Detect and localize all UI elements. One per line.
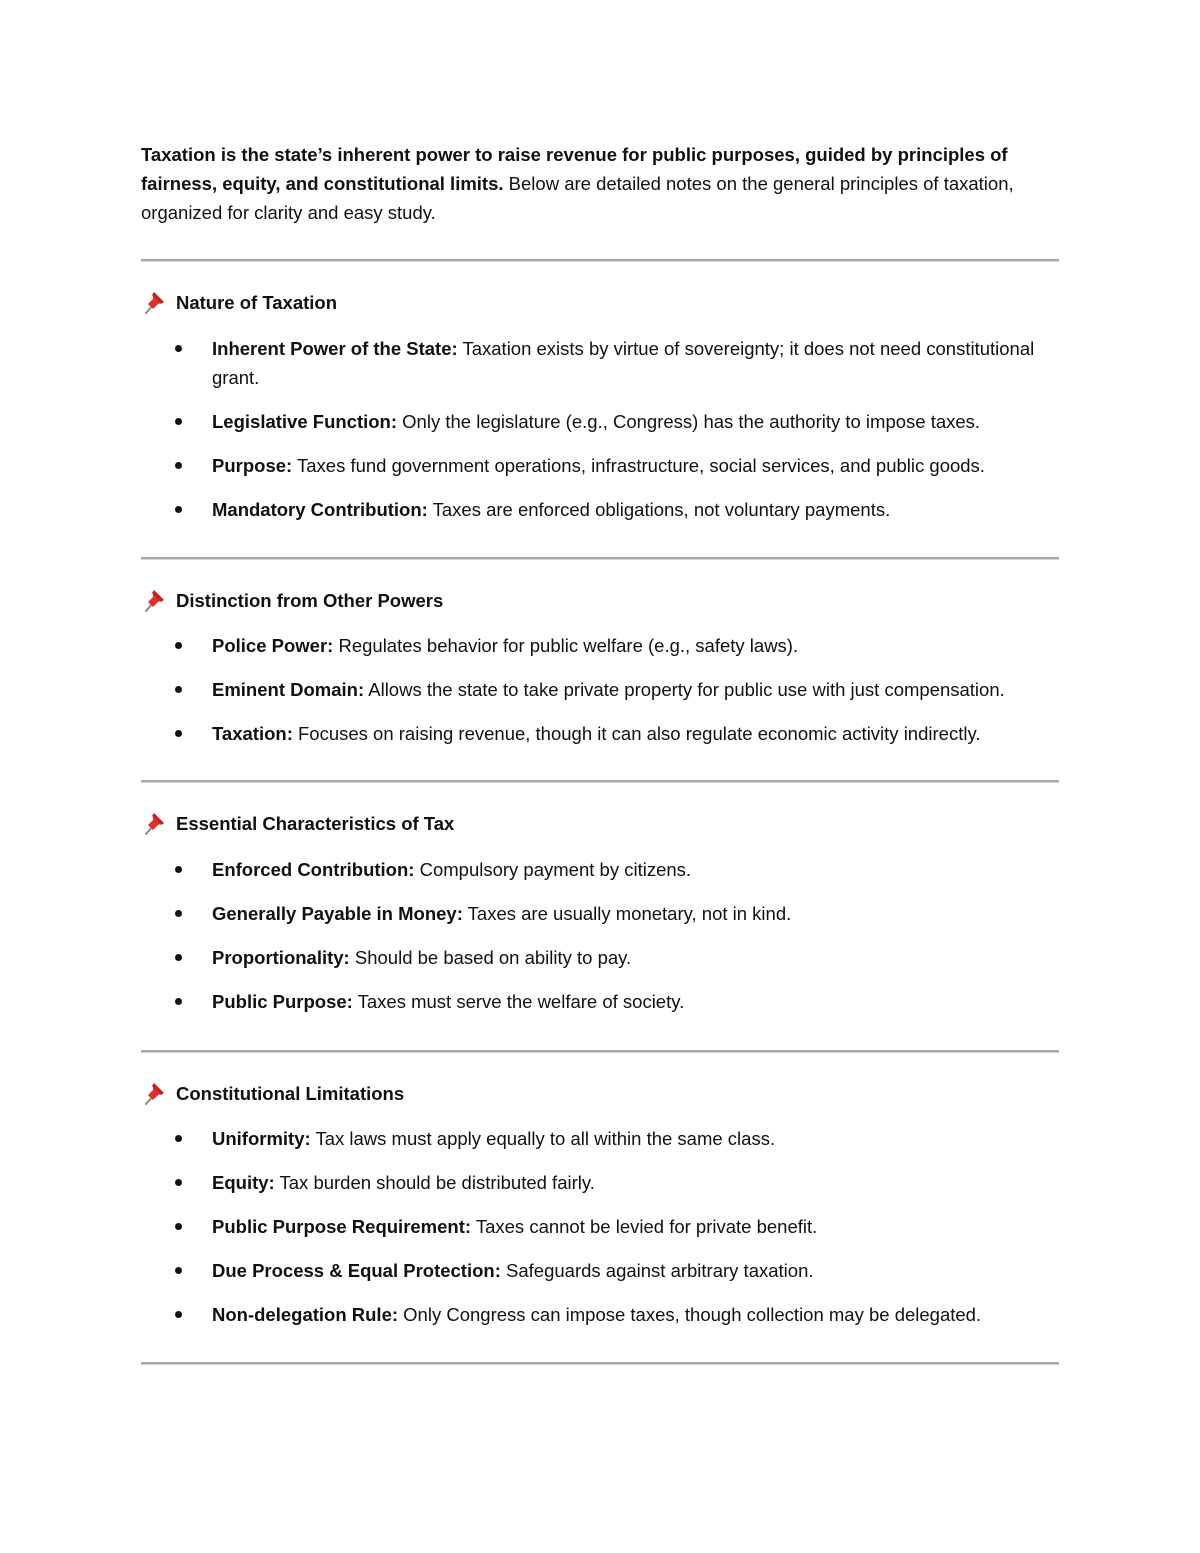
section-title-text: Constitutional Limitations [176,1083,405,1104]
item-text: Taxes are enforced obligations, not voluntary payments. [427,499,891,520]
bullet-icon [175,730,182,737]
item-text: Compulsory payment by citizens. [414,859,692,880]
bullet-icon [175,642,182,649]
horizontal-rule [141,259,1059,262]
item-term: Inherent Power of the State: [212,338,458,359]
intro-rest: Below are detailed notes on the general principles of taxation, organized for clarity and easy study. [141,173,1014,223]
list-item [141,631,1061,660]
item-term: Uniformity: [212,1128,311,1149]
item-text: Taxes cannot be levied for private benefit. [471,1216,818,1237]
bullet-icon [175,866,182,873]
bullet-icon [175,1135,182,1142]
horizontal-rule [141,557,1059,560]
list-item [141,987,1061,1016]
list-item [141,495,1061,524]
intro-paragraph [141,140,1061,227]
bullet-icon [175,1267,182,1274]
bullet-icon [175,506,182,513]
item-text: Safeguards against arbitrary taxation. [500,1260,814,1281]
horizontal-rule [141,780,1059,783]
list-item [141,1212,1061,1241]
list-item [141,719,1061,748]
item-term: Non-delegation Rule: [212,1304,399,1325]
item-text: Should be based on ability to pay. [349,947,632,968]
item-text: Taxes must serve the welfare of society. [352,991,685,1012]
bullet-icon [175,462,182,469]
intro-bold: Taxation is the state’s inherent power to raise revenue for public purposes, guided by principles of fairness, equity, and constitutional limits. [141,144,1008,194]
bullet-icon [175,954,182,961]
section-title-distinction [141,587,1061,615]
bullet-icon [175,345,182,352]
list-item [141,334,1061,392]
bullet-icon [175,910,182,917]
section-title-characteristics [141,810,1061,838]
bullet-icon [175,686,182,693]
item-text: Focuses on raising revenue, though it can also regulate economic activity indirectly. [292,723,981,744]
horizontal-rule [141,1362,1059,1365]
document-page [141,140,1061,1365]
item-term: Purpose: [212,455,293,476]
item-text: Taxes are usually monetary, not in kind. [462,903,792,924]
section-title-text: Essential Characteristics of Tax [176,813,455,834]
item-text: Tax laws must apply equally to all within the same class. [310,1128,776,1149]
item-text: Tax burden should be distributed fairly. [274,1172,595,1193]
item-text: Taxes fund government operations, infrastructure, social services, and public goods. [292,455,985,476]
item-term: Equity: [212,1172,275,1193]
item-term: Eminent Domain: [212,679,365,700]
bullet-list [141,631,1061,748]
item-term: Public Purpose Requirement: [212,1216,472,1237]
item-term: Public Purpose: [212,991,353,1012]
item-term: Police Power: [212,635,334,656]
list-item [141,407,1061,436]
list-item [141,943,1061,972]
bullet-list [141,1124,1061,1329]
item-text: Only Congress can impose taxes, though collection may be delegated. [398,1304,982,1325]
section-title-text: Distinction from Other Powers [176,590,444,611]
list-item [141,1300,1061,1329]
list-item [141,1168,1061,1197]
list-item [141,675,1061,704]
section-title-limitations [141,1080,1061,1108]
list-item [141,1124,1061,1153]
list-item [141,899,1061,928]
item-text: Regulates behavior for public welfare (e.g., safety laws). [333,635,799,656]
item-term: Enforced Contribution: [212,859,415,880]
section-title-nature [141,289,1061,317]
bullet-list [141,334,1061,524]
item-text: Taxation exists by virtue of sovereignty; it does not need constitutional grant. [212,338,1035,388]
pushpin-icon [141,588,167,614]
item-term: Taxation: [212,723,293,744]
item-term: Generally Payable in Money: [212,903,463,924]
pushpin-icon [141,1081,167,1107]
bullet-icon [175,1223,182,1230]
item-text: Only the legislature (e.g., Congress) has the authority to impose taxes. [397,411,981,432]
pushpin-icon [141,290,167,316]
list-item [141,451,1061,480]
item-text: Allows the state to take private property for public use with just compensation. [364,679,1005,700]
list-item [141,1256,1061,1285]
bullet-icon [175,998,182,1005]
horizontal-rule [141,1050,1059,1053]
bullet-icon [175,1311,182,1318]
bullet-icon [175,418,182,425]
item-term: Mandatory Contribution: [212,499,428,520]
section-title-text: Nature of Taxation [176,292,338,313]
item-term: Due Process & Equal Protection: [212,1260,501,1281]
bullet-list [141,855,1061,1016]
item-term: Proportionality: [212,947,350,968]
pushpin-icon [141,811,167,837]
bullet-icon [175,1179,182,1186]
item-term: Legislative Function: [212,411,398,432]
list-item [141,855,1061,884]
